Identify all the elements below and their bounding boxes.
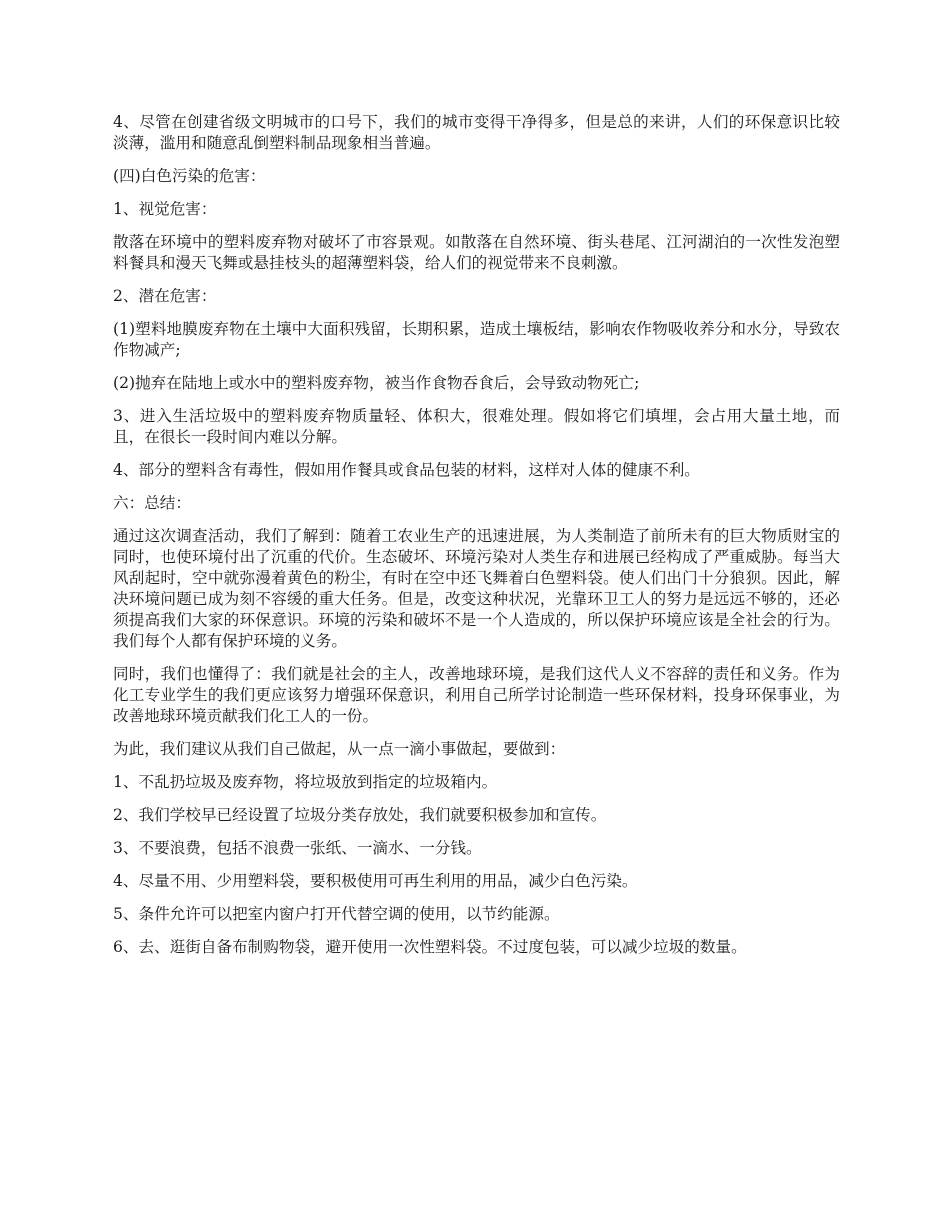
paragraph-suggestions-intro: 为此，我们建议从我们自己做起，从一点一滴小事做起，要做到： xyxy=(113,740,566,758)
suggestion-item-1: 1、不乱扔垃圾及废弃物，将垃圾放到指定的垃圾箱内。 xyxy=(113,773,498,791)
paragraph-toxicity: 4、部分的塑料含有毒性，假如用作餐具或食品包装的材料，这样对人体的健康不利。 xyxy=(113,461,700,479)
paragraph-soil-harm: (1)塑料地膜废弃物在土壤中大面积残留，长期积累，造成土壤板结，影响农作物吸收养分和水分，导致农作物减产; xyxy=(113,320,840,359)
suggestion-item-6: 6、去、逛街自备布制购物袋，避开使用一次性塑料袋。不过度包装，可以减少垃圾的数量。 xyxy=(113,938,747,956)
suggestion-item-2: 2、我们学校早已经设置了垃圾分类存放处，我们就要积极参加和宣传。 xyxy=(113,806,607,824)
suggestion-item-5: 5、条件允许可以把室内窗户打开代替空调的使用，以节约能源。 xyxy=(113,905,560,923)
heading-summary: 六：总结： xyxy=(113,494,191,512)
paragraph-summary-findings: 通过这次调查活动，我们了解到：随着工农业生产的迅速进展，为人类制造了前所未有的巨大物质财宝的同时，也使环境付出了沉重的代价。生态破坏、环境污染对人类生存和进展已经构成了严重威胁。每当大风刮起时，空中就弥漫着黄色的粉尘，有时在空中还飞舞着白色塑料袋。使人们出门十分狼狈。因此，解决环境问题已成为刻不容缓的重大任务。但是，改变这种状况，光靠环卫工人的努力是远远不够的，还必须提高我们大家的环保意识。环境的污染和破坏不是一个人造成的，所以保护环境应该是全社会的行为。我们每个人都有保护环境的义务。 xyxy=(113,527,840,650)
suggestion-item-4: 4、尽量不用、少用塑料袋，要积极使用可再生利用的用品，减少白色污染。 xyxy=(113,872,638,890)
heading-potential-harm: 2、潜在危害： xyxy=(113,287,217,305)
paragraph-garbage-handling: 3、进入生活垃圾中的塑料废弃物质量轻、体积大，很难处理。假如将它们填埋，会占用大量土地，而且，在很长一段时间内难以分解。 xyxy=(113,407,840,446)
paragraph-summary-responsibility: 同时，我们也懂得了：我们就是社会的主人，改善地球环境，是我们这代人义不容辞的责任和义务。作为化工专业学生的我们更应该努力增强环保意识，利用自己所学讨论制造一些环保材料，投身环保事业，为改善地球环境贡献我们化工人的一份。 xyxy=(113,665,840,725)
paragraph-visual-harm: 散落在环境中的塑料废弃物对破坏了市容景观。如散落在自然环境、街头巷尾、江河湖泊的一次性发泡塑料餐具和漫天飞舞或悬挂枝头的超薄塑料袋，给人们的视觉带来不良刺激。 xyxy=(113,233,840,272)
document-body xyxy=(113,112,840,970)
paragraph-awareness-note: 4、尽管在创建省级文明城市的口号下，我们的城市变得干净得多，但是总的来讲，人们的环保意识比较淡薄，滥用和随意乱倒塑料制品现象相当普遍。 xyxy=(113,113,840,152)
heading-visual-harm: 1、视觉危害： xyxy=(113,200,217,218)
paragraph-animal-harm: (2)抛弃在陆地上或水中的塑料废弃物，被当作食物吞食后，会导致动物死亡; xyxy=(113,374,640,392)
heading-white-pollution-harm: (四)白色污染的危害： xyxy=(113,167,266,185)
suggestion-item-3: 3、不要浪费，包括不浪费一张纸、一滴水、一分钱。 xyxy=(113,839,482,857)
